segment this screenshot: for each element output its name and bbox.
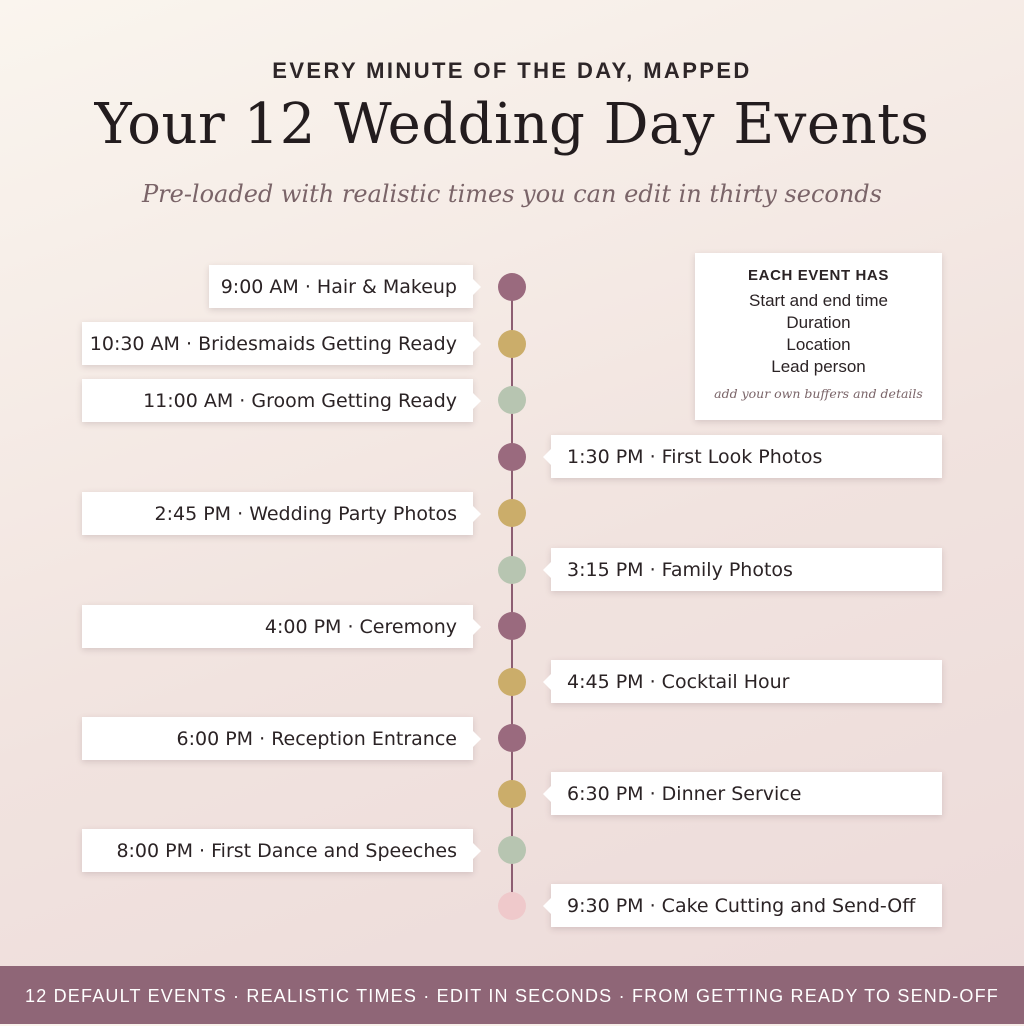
event-card: 9:00 AM · Hair & Makeup [209,265,473,308]
timeline-line [511,286,513,906]
info-item: Duration [786,313,851,332]
eyebrow-text: EVERY MINUTE OF THE DAY, MAPPED [272,58,752,83]
info-heading: EACH EVENT HAS [748,267,889,284]
timeline-dot [498,836,526,864]
event-card: 2:45 PM · Wedding Party Photos [82,492,473,535]
event-card: 3:15 PM · Family Photos [551,548,942,591]
info-note: add your own buffers and details [714,386,923,401]
page-subtitle: Pre-loaded with realistic times you can edit in thirty seconds [142,180,882,208]
info-item: Location [786,335,851,354]
timeline-dot [498,892,526,920]
timeline-dot [498,612,526,640]
timeline-dot [498,668,526,696]
event-card: 9:30 PM · Cake Cutting and Send-Off [551,884,942,927]
info-item: Start and end time [749,291,888,310]
event-card: 6:30 PM · Dinner Service [551,772,942,815]
event-details-box [695,253,942,420]
timeline-dot [498,386,526,414]
event-card: 4:00 PM · Ceremony [82,605,473,648]
timeline-dot [498,499,526,527]
timeline-dot [498,556,526,584]
page-title: Your 12 Wedding Day Events [94,92,930,157]
timeline-dot [498,273,526,301]
event-card: 1:30 PM · First Look Photos [551,435,942,478]
timeline-dot [498,330,526,358]
timeline-dot [498,780,526,808]
timeline-dot [498,443,526,471]
event-card: 8:00 PM · First Dance and Speeches [82,829,473,872]
event-card: 6:00 PM · Reception Entrance [82,717,473,760]
event-card: 4:45 PM · Cocktail Hour [551,660,942,703]
event-card: 11:00 AM · Groom Getting Ready [82,379,473,422]
info-item: Lead person [771,357,866,376]
event-card: 10:30 AM · Bridesmaids Getting Ready [82,322,473,365]
timeline-dot [498,724,526,752]
footer-banner: 12 DEFAULT EVENTS · REALISTIC TIMES · EDIT IN SECONDS · FROM GETTING READY TO SEND-OFF [0,966,1024,1024]
